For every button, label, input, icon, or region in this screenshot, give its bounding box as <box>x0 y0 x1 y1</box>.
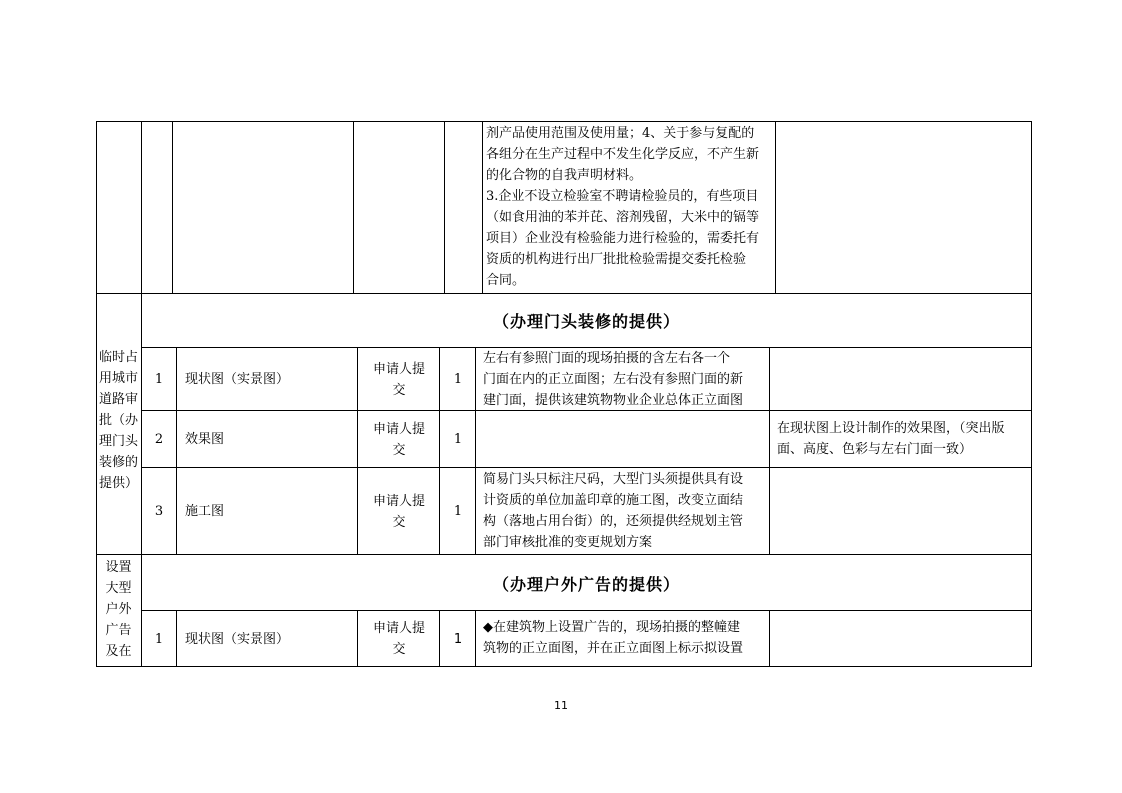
top-desc-line: 合同。 <box>486 273 526 288</box>
top-row-col-b <box>141 121 173 294</box>
note-line: 面、高度、色彩与左右门面一致） <box>777 442 973 457</box>
side-label-line: 理门头 <box>98 434 138 449</box>
s1r3-note-cell <box>770 468 1032 555</box>
side-label-line: 及在 <box>105 644 132 659</box>
desc-line: 左右有参照门面的现场拍摄的含左右各一个 <box>483 351 731 366</box>
top-desc-text <box>486 123 759 291</box>
desc-line: 简易门头只标注尺码，大型门头须提供具有设 <box>483 472 744 487</box>
s1r3-num: 3 <box>154 504 164 519</box>
s1r2-note <box>777 418 1005 460</box>
side-label-line: 户外 <box>105 602 132 617</box>
source-line: 申请人提 <box>372 421 425 437</box>
s2r1-num: 1 <box>154 631 164 647</box>
side-label-line: 用城市 <box>98 371 138 386</box>
s1r3-qty: 1 <box>453 504 463 519</box>
s1r2-desc-cell <box>476 411 770 468</box>
s1r1-name: 现状图（实景图） <box>185 372 290 387</box>
source-line: 申请人提 <box>372 361 425 377</box>
s1r2-qty: 1 <box>453 432 463 447</box>
s2r1-desc <box>483 617 743 659</box>
s1r3-source <box>358 468 440 555</box>
s1r3-desc <box>483 469 743 553</box>
source-line: 申请人提 <box>372 621 425 636</box>
side-label-line: 提供） <box>98 476 138 491</box>
section1-side-label <box>96 347 141 494</box>
desc-line: 门面在内的正立面图；左右没有参照门面的新 <box>483 372 744 387</box>
s1r3-name: 施工图 <box>185 504 225 519</box>
source-line: 交 <box>392 642 406 657</box>
top-row-col-c <box>173 121 354 294</box>
side-label-line: 临时占 <box>98 350 138 365</box>
side-label-line: 批（办 <box>98 413 138 428</box>
desc-line: 计资质的单位加盖印章的施工图，改变立面结 <box>483 493 744 508</box>
desc-line: 筑物的正立面图，并在正立面图上标示拟设置 <box>483 641 744 656</box>
s1r2-source <box>358 411 440 468</box>
s1r2-num: 2 <box>154 432 164 447</box>
top-row-col-g <box>776 121 1032 294</box>
side-label-line: 设置 <box>105 560 132 575</box>
s2r1-qty: 1 <box>453 631 463 647</box>
side-label-line: 大型 <box>105 581 132 596</box>
top-desc-line: 3.企业不设立检验室不聘请检验员的，有些项目 <box>486 189 759 204</box>
top-desc-line: 剂产品使用范围及使用量；4、关于参与复配的 <box>486 126 755 141</box>
section2-header: （办理户外广告的提供） <box>492 574 680 594</box>
side-label-line: 装修的 <box>98 455 138 470</box>
top-row-col-e <box>445 121 483 294</box>
desc-line: 构（落地占用台街）的，还须提供经规划主管 <box>483 514 744 529</box>
top-row-col-a <box>96 121 142 294</box>
top-desc-line: 项目）企业没有检验能力进行检验的，需委托有 <box>486 231 760 246</box>
s2r1-name: 现状图（实景图） <box>185 631 290 647</box>
top-desc-line: （如食用油的苯并芘、溶剂残留，大米中的镉等 <box>486 210 760 225</box>
source-line: 交 <box>392 382 406 398</box>
source-line: 申请人提 <box>372 493 425 509</box>
source-line: 交 <box>392 514 406 530</box>
s1r2-name: 效果图 <box>185 432 225 447</box>
page-number: 11 <box>554 699 568 712</box>
source-line: 交 <box>392 442 406 458</box>
desc-line: ◆在建筑物上设置广告的，现场拍摄的整幢建 <box>483 620 740 635</box>
top-desc-line: 各组分在生产过程中不发生化学反应，不产生新 <box>486 147 760 162</box>
side-label-line: 道路审 <box>98 392 138 407</box>
s1r1-qty: 1 <box>453 372 463 387</box>
top-row-col-d <box>354 121 445 294</box>
section2-side-label <box>96 557 141 662</box>
s2r1-note-cell <box>770 611 1032 667</box>
note-line: 在现状图上设计制作的效果图，（突出版 <box>777 421 1005 436</box>
s1r1-num: 1 <box>154 372 164 387</box>
top-desc-line: 资质的机构进行出厂批批检验需提交委托检验 <box>486 252 747 267</box>
top-desc-line: 的化合物的自我声明材料。 <box>486 168 643 183</box>
desc-line: 建门面，提供该建筑物物业企业总体正立面图 <box>483 393 744 408</box>
s1r1-desc <box>483 348 743 411</box>
s1r1-note-cell <box>770 348 1032 411</box>
s1r1-source <box>358 348 440 411</box>
section1-header: （办理门头装修的提供） <box>492 311 680 331</box>
s2r1-source <box>358 611 440 667</box>
side-label-line: 广告 <box>105 623 132 638</box>
desc-line: 部门审核批准的变更规划方案 <box>483 535 653 550</box>
